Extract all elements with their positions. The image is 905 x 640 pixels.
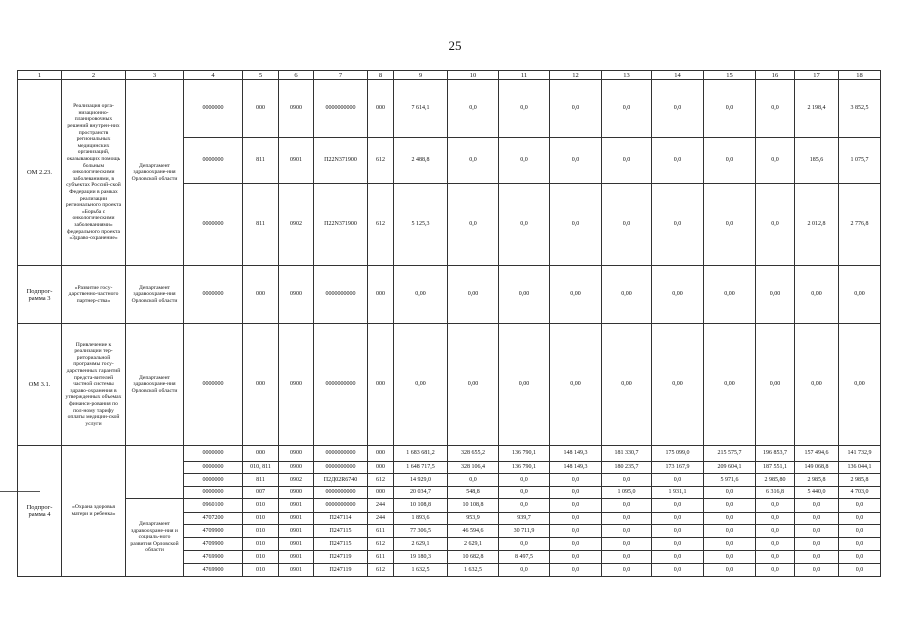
table-cell: 2 629,1 [448,538,499,551]
table-cell: 0901 [279,538,314,551]
table-cell: 0,0 [795,538,839,551]
page-number: 25 [448,38,462,53]
table-cell: 0000000000 [314,499,368,513]
table-cell: 20 034,7 [394,487,448,499]
table-cell: П247115 [314,525,368,538]
table-cell: 1 632,5 [394,564,448,577]
column-header: 4 [184,71,243,80]
table-cell: 141 732,9 [839,446,881,462]
table-cell: 14 929,0 [394,474,448,487]
table-row [18,446,881,462]
table-cell: 000 [368,324,394,446]
table-cell: 4707200 [184,513,243,525]
table-cell: 0,0 [756,564,795,577]
table-cell: 0,00 [704,266,756,324]
table-cell: 0,0 [602,551,652,564]
program-code: Подпрог-рамма 4 [18,446,62,577]
table-cell: 0,0 [448,138,499,184]
table-cell: П22N371900 [314,138,368,184]
column-header: 10 [448,71,499,80]
table-cell: 30 711,9 [499,525,550,538]
table-cell: 612 [368,474,394,487]
table-cell: 2 488,8 [394,138,448,184]
table-cell: 010 [243,525,279,538]
table-cell: 7 614,1 [394,80,448,138]
table-cell: 196 853,7 [756,446,795,462]
table-cell: 0,0 [795,499,839,513]
table-cell: 0,0 [704,80,756,138]
table-cell: 0,0 [795,513,839,525]
table-cell: 0,0 [448,184,499,266]
table-cell: 0,0 [839,564,881,577]
table-cell: 0902 [279,474,314,487]
program-code: ОМ 2.23. [18,80,62,266]
table-cell: 328 106,4 [448,462,499,474]
program-name: Привлечение к реализации тер-риториальной программы госу-дарственных гарантий предста-вителей частной системы здраво-охранения в утвержденных объемах финанси-рования по пол-ному тарифу оплаты медицин-ской услуги [62,324,126,446]
table-cell: 0000000000 [314,324,368,446]
table-cell: 4709900 [184,525,243,538]
table-cell: 0,0 [704,513,756,525]
table-cell: 0,0 [499,138,550,184]
program-name: «Охрана здоровья матери и ребенка» [62,446,126,577]
table-cell: 0,00 [394,324,448,446]
table-cell: 4769900 [184,564,243,577]
table-cell: 1 648 717,5 [394,462,448,474]
table-cell: 244 [368,513,394,525]
table-cell: 6 316,8 [756,487,795,499]
table-cell: 0,0 [839,513,881,525]
table-cell: 010 [243,513,279,525]
table-cell: 0901 [279,525,314,538]
table-cell: 3 852,5 [839,80,881,138]
table-cell: 0,0 [602,513,652,525]
table-cell: 148 149,3 [550,462,602,474]
table-cell: П2Д02R6740 [314,474,368,487]
table-cell: 0,0 [448,474,499,487]
table-cell: 215 575,7 [704,446,756,462]
table-cell: 0,00 [704,324,756,446]
table-cell: 0,0 [652,564,704,577]
column-header: 7 [314,71,368,80]
table-cell: 1 095,0 [602,487,652,499]
table-cell: 0,0 [704,538,756,551]
table-cell: П247115 [314,538,368,551]
table-cell: 181 330,7 [602,446,652,462]
table-cell: 0,0 [839,551,881,564]
table-cell: 0,0 [602,525,652,538]
table-cell: 0,0 [550,564,602,577]
table-cell: 1 075,7 [839,138,881,184]
table-cell: 136 790,1 [499,462,550,474]
table-cell: 0902 [279,184,314,266]
table-cell: 0,00 [550,266,602,324]
table-cell: 0,0 [704,499,756,513]
table-cell: 0,0 [652,538,704,551]
table-cell: 0,0 [602,80,652,138]
program-name: «Развитие госу-дарственно-частного партнер-ства» [62,266,126,324]
table-cell: 939,7 [499,513,550,525]
table-cell: 0,0 [602,474,652,487]
table-cell: 612 [368,538,394,551]
executor-cell [126,446,184,499]
table-cell: 0000000000 [314,446,368,462]
column-header: 16 [756,71,795,80]
table-cell: 187 551,1 [756,462,795,474]
table-cell: 0,0 [756,525,795,538]
table-cell: 328 655,2 [448,446,499,462]
program-name: Реализация орга-низационно-планировочных решений внутрен-них пространств региональных медицинских организаций, оказывающих помощь больным онкологическими заболеваниями, в субъектах Россий-ской Федерации в рамках реализации регионального проекта «Борьба с онкологическими заболеваниями» федерального проекта «Здраво-охранение» [62,80,126,266]
table-cell: 2 776,8 [839,184,881,266]
table-cell: 010 [243,499,279,513]
table-cell: 0901 [279,551,314,564]
table-cell: 0,0 [652,499,704,513]
table-cell: 0,00 [652,266,704,324]
table-cell: 0,0 [704,184,756,266]
table-cell: 0,0 [550,551,602,564]
table-row [18,324,881,446]
table-cell: 175 099,0 [652,446,704,462]
table-cell: 0,0 [795,551,839,564]
table-cell: 1 683 681,2 [394,446,448,462]
table-cell: 0,0 [756,80,795,138]
table-cell: 612 [368,138,394,184]
table-cell: П247119 [314,564,368,577]
table-cell: 0,0 [602,499,652,513]
table-cell: 209 604,1 [704,462,756,474]
table-cell: 0000000000 [314,487,368,499]
table-cell: 2 629,1 [394,538,448,551]
table-cell: 157 494,6 [795,446,839,462]
table-cell: 0,0 [704,551,756,564]
table-cell: 000 [368,266,394,324]
table-cell: 0,0 [550,525,602,538]
table-cell: 0,0 [839,538,881,551]
table-cell: 811 [243,474,279,487]
table-cell: 0960100 [184,499,243,513]
table-cell: 0,0 [704,487,756,499]
table-cell: 0,0 [704,525,756,538]
table-cell: 0,0 [602,538,652,551]
table-cell: 0,00 [795,324,839,446]
executor-name: Департамент здравоохране-ния Орловской области [126,80,184,266]
table-cell: 5 971,6 [704,474,756,487]
table-cell: 0,0 [839,499,881,513]
table-cell: 0900 [279,266,314,324]
table-cell: 0,0 [499,184,550,266]
table-cell: 2 985,8 [795,474,839,487]
table-cell: 0,0 [550,499,602,513]
table-cell: 0,00 [448,324,499,446]
table-cell: 136 044,1 [839,462,881,474]
program-code: ОМ 3.1. [18,324,62,446]
table-cell: 0901 [279,138,314,184]
table-cell: П247114 [314,513,368,525]
table-cell: 0000000 [184,474,243,487]
table-cell: 0,0 [795,564,839,577]
program-code: Подпрог-рамма 3 [18,266,62,324]
header-row [18,71,881,80]
table-cell: 136 790,1 [499,446,550,462]
table-cell: 0,00 [394,266,448,324]
table-cell: 0,0 [550,474,602,487]
table-cell: 0000000 [184,138,243,184]
table-cell: 0900 [279,487,314,499]
table-cell: 0,0 [652,138,704,184]
table-cell: 0000000 [184,487,243,499]
table-cell: 2 985,8 [839,474,881,487]
table-cell: 0,0 [652,80,704,138]
table-cell: 000 [368,487,394,499]
table-cell: 4769900 [184,551,243,564]
executor-name: Департамент здравоохране-ния Орловской области [126,266,184,324]
table-cell: 0000000000 [314,266,368,324]
table-cell: 010 [243,551,279,564]
column-header: 13 [602,71,652,80]
table-cell: 0,00 [652,324,704,446]
column-header: 8 [368,71,394,80]
table-body [18,80,881,577]
table-row [18,80,881,138]
table-cell: 4 703,0 [839,487,881,499]
executor-name: Департамент здравоохране-ния и социаль-ного развития Орловской области [126,499,184,577]
table-cell: 0,0 [795,525,839,538]
table-cell: 0,0 [499,474,550,487]
table-cell: 0,0 [756,138,795,184]
table-cell: 010 [243,538,279,551]
table-cell: 0,00 [602,324,652,446]
table-cell: 0,0 [550,538,602,551]
table-cell: 149 068,8 [795,462,839,474]
table-cell: 811 [243,184,279,266]
table-cell: 5 125,3 [394,184,448,266]
table-cell: 0900 [279,446,314,462]
column-header: 12 [550,71,602,80]
table-cell: 000 [243,80,279,138]
table-cell: 548,8 [448,487,499,499]
table-cell: 10 682,8 [448,551,499,564]
table-row [18,499,881,513]
column-header: 15 [704,71,756,80]
table-cell: 0,00 [602,266,652,324]
table-cell: 0,00 [499,324,550,446]
table-cell: 0,00 [795,266,839,324]
table-cell: 0,0 [550,80,602,138]
table-cell: 0000000 [184,324,243,446]
table-cell: 1 893,6 [394,513,448,525]
table-cell: 0,0 [839,525,881,538]
table-cell: 000 [368,446,394,462]
column-header: 6 [279,71,314,80]
table-cell: 0,0 [602,564,652,577]
table-cell: 0,0 [602,184,652,266]
table-cell: 244 [368,499,394,513]
table-cell: 0900 [279,80,314,138]
table-cell: 2 012,8 [795,184,839,266]
table-cell: 0000000 [184,462,243,474]
table-cell: 0,00 [448,266,499,324]
column-header: 18 [839,71,881,80]
table-cell: 0,00 [756,266,795,324]
table-cell: 000 [243,324,279,446]
table-cell: 0,0 [652,513,704,525]
table-cell: 0,0 [499,538,550,551]
table-cell: 0,0 [652,525,704,538]
table-cell: 0,0 [602,138,652,184]
column-header: 2 [62,71,126,80]
table-cell: 1 931,1 [652,487,704,499]
table-cell: 0,0 [499,564,550,577]
table-cell: 0,0 [756,499,795,513]
table-cell: 007 [243,487,279,499]
table-cell: 0,00 [839,266,881,324]
table-cell: 0,00 [839,324,881,446]
table-cell: 0,0 [499,80,550,138]
table-cell: 46 594,6 [448,525,499,538]
table-cell: 77 306,5 [394,525,448,538]
executor-name: Департамент здравоохране-ния Орловской области [126,324,184,446]
table-cell: 185,6 [795,138,839,184]
column-header: 1 [18,71,62,80]
table-cell: 0000000000 [314,462,368,474]
column-header: 9 [394,71,448,80]
table-cell: 0901 [279,513,314,525]
budget-table [17,70,881,577]
table-cell: 1 632,5 [448,564,499,577]
table-cell: 5 440,0 [795,487,839,499]
table-cell: 0,0 [652,474,704,487]
table-cell: 0,00 [499,266,550,324]
column-header: 17 [795,71,839,80]
table-cell: 4709900 [184,538,243,551]
table-cell: 0,0 [756,184,795,266]
table-cell: 611 [368,525,394,538]
table-cell: 612 [368,184,394,266]
table-cell: 0000000 [184,80,243,138]
table-row [18,266,881,324]
table-cell: 000 [368,462,394,474]
table-cell: 0900 [279,324,314,446]
table-cell: 612 [368,564,394,577]
table-cell: 010, 811 [243,462,279,474]
table-cell: 0000000 [184,446,243,462]
column-header: 14 [652,71,704,80]
table-cell: 0000000000 [314,80,368,138]
table-cell: 0,0 [550,184,602,266]
table-cell: 8 497,5 [499,551,550,564]
table-cell: 0,0 [652,551,704,564]
table-cell: 000 [243,446,279,462]
table-cell: 148 149,3 [550,446,602,462]
table-cell: 0,0 [499,487,550,499]
table-cell: 0,0 [550,487,602,499]
table-cell: 10 108,8 [394,499,448,513]
table-cell: 0,0 [550,513,602,525]
table-cell: 0901 [279,499,314,513]
table-cell: 0,0 [652,184,704,266]
column-header: 5 [243,71,279,80]
table-cell: 0900 [279,462,314,474]
table-cell: 000 [243,266,279,324]
table-cell: 173 167,9 [652,462,704,474]
table-cell: 2 198,4 [795,80,839,138]
table-cell: 0,0 [756,513,795,525]
table-cell: 0,00 [756,324,795,446]
table-cell: 611 [368,551,394,564]
table-cell: 0,0 [704,564,756,577]
table-cell: 0,0 [499,499,550,513]
table-cell: П247119 [314,551,368,564]
table-cell: 0,0 [704,138,756,184]
table-cell: 10 108,8 [448,499,499,513]
table-cell: 180 235,7 [602,462,652,474]
column-header: 3 [126,71,184,80]
table-cell: 19 180,3 [394,551,448,564]
table-cell: 010 [243,564,279,577]
table-cell: 0,0 [756,538,795,551]
table-cell: 0000000 [184,266,243,324]
table-cell: 000 [368,80,394,138]
table-cell: 0000000 [184,184,243,266]
table-cell: 953,9 [448,513,499,525]
table-cell: 0901 [279,564,314,577]
table-cell: 0,00 [550,324,602,446]
table-cell: 811 [243,138,279,184]
column-header: 11 [499,71,550,80]
table-cell: 0,0 [756,551,795,564]
table-cell: 0,0 [448,80,499,138]
table-cell: П22N371900 [314,184,368,266]
table-cell: 0,0 [550,138,602,184]
table-cell: 2 985,80 [756,474,795,487]
